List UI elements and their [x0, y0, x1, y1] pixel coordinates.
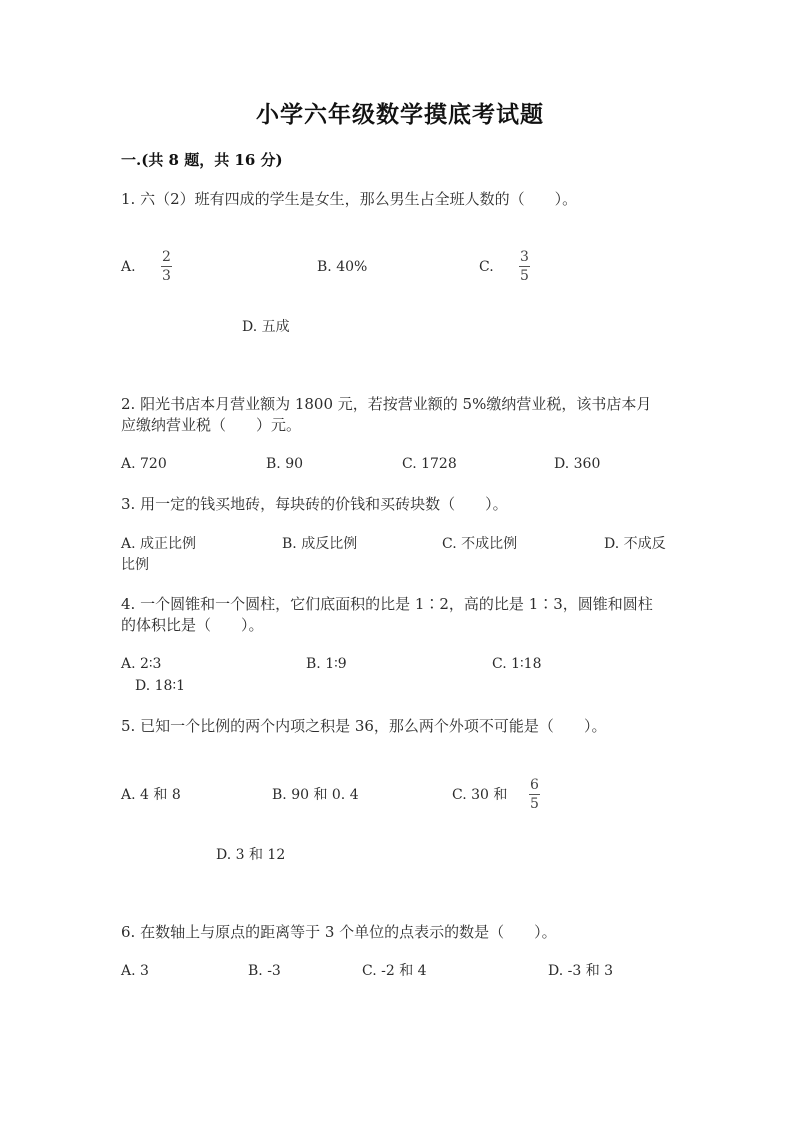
fraction-numerator: 3: [520, 249, 529, 265]
q4-option-d: D. 18∶1: [135, 678, 185, 694]
q2-option-c: C. 1728: [402, 456, 457, 472]
q1-option-b: B. 40%: [317, 259, 368, 275]
page-title: 小学六年级数学摸底考试题: [256, 101, 544, 128]
q1-option-a: A.: [121, 259, 136, 275]
q3-option-a: A. 成正比例: [121, 536, 197, 552]
q5-option-b: B. 90 和 0. 4: [272, 787, 359, 803]
q1-option-c-fraction: [519, 250, 530, 284]
q6-option-a: A. 3: [121, 963, 149, 979]
question-5-text: 5. 已知一个比例的两个内项之积是 36，那么两个外项不可能是（ ）。: [121, 717, 607, 735]
q2-option-d: D. 360: [554, 456, 601, 472]
q2-option-a: A. 720: [121, 456, 167, 472]
q6-option-c: C. -2 和 4: [362, 963, 427, 979]
q4-option-c: C. 1∶18: [492, 656, 542, 672]
fraction-numerator: 6: [530, 777, 539, 793]
question-3-text: 3. 用一定的钱买地砖，每块砖的价钱和买砖块数（ ）。: [121, 495, 508, 513]
q3-option-d-wrap: 比例: [121, 557, 149, 573]
fraction-bar: [519, 266, 530, 267]
fraction-denominator: 5: [520, 268, 529, 284]
q1-option-c: C.: [479, 259, 494, 275]
q2-option-b: B. 90: [266, 456, 304, 472]
fraction-denominator: 3: [162, 268, 171, 284]
q1-option-a-fraction: [161, 250, 172, 284]
q6-option-d: D. -3 和 3: [548, 963, 614, 979]
question-4-line-1: 4. 一个圆锥和一个圆柱，它们底面积的比是 1∶2，高的比是 1∶3，圆锥和圆柱: [121, 595, 653, 613]
section-heading: 一.(共 8 题，共 16 分): [121, 151, 283, 169]
fraction-bar: [161, 266, 172, 267]
q3-option-d: D. 不成反: [604, 536, 666, 552]
question-4-line-2: 的体积比是（ ）。: [121, 616, 264, 634]
question-2-line-2: 应缴纳营业税（ ）元。: [121, 416, 302, 434]
q5-option-c-fraction: [529, 778, 540, 812]
q1-option-d: D. 五成: [242, 319, 290, 335]
fraction-denominator: 5: [530, 796, 539, 812]
q3-option-b: B. 成反比例: [282, 536, 358, 552]
fraction-bar: [529, 794, 540, 795]
question-6-text: 6. 在数轴上与原点的距离等于 3 个单位的点表示的数是（ ）。: [121, 923, 557, 941]
q6-option-b: B. -3: [248, 963, 281, 979]
q3-option-c: C. 不成比例: [442, 536, 518, 552]
q4-option-b: B. 1∶9: [306, 656, 347, 672]
question-2-line-1: 2. 阳光书店本月营业额为 1800 元，若按营业额的 5%缴纳营业税，该书店本月: [121, 395, 652, 413]
question-1-text: 1. 六（2）班有四成的学生是女生，那么男生占全班人数的（ ）。: [121, 190, 578, 208]
fraction-numerator: 2: [162, 249, 171, 265]
q4-option-a: A. 2∶3: [121, 656, 162, 672]
q5-option-a: A. 4 和 8: [121, 787, 181, 803]
q5-option-c: C. 30 和: [452, 787, 508, 803]
q5-option-d: D. 3 和 12: [216, 847, 286, 863]
